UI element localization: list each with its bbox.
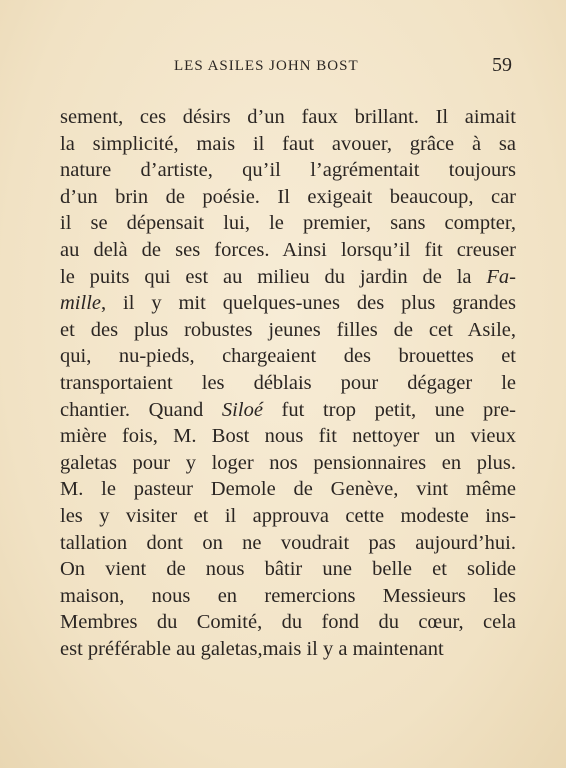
- text-line: [60, 290, 516, 317]
- text-line: [60, 397, 516, 424]
- page-number: 59: [492, 54, 512, 76]
- text-line: maison, nous en remercions Messieurs les: [60, 584, 516, 607]
- text-line: mière fois, M. Bost nous fit nettoyer un vieux: [60, 425, 516, 448]
- text-line: nature d’artiste, qu’il l’agrémentait toujours: [60, 159, 516, 182]
- running-header: [60, 54, 520, 82]
- text-line: transportaient les déblais pour dégager le: [60, 371, 516, 394]
- text-segment: , il y mit quelques-unes des plus grandes: [101, 292, 516, 315]
- italic-word-famille-part1: Fa-: [486, 265, 516, 288]
- text-line: On vient de nous bâtir une belle et solide: [60, 558, 516, 581]
- text-segment: le puits qui est au milieu du jardin de la: [60, 265, 472, 288]
- italic-word-siloe: Siloé: [221, 398, 263, 421]
- text-line: il se dépensait lui, le premier, sans compter,: [60, 212, 516, 235]
- text-line: est préférable au galetas,mais il y a maintenant: [60, 637, 444, 660]
- text-line: tallation dont on ne voudrait pas aujourd’hui.: [60, 531, 516, 554]
- text-line: [60, 264, 516, 291]
- running-title: LES ASILES JOHN BOST: [174, 58, 359, 74]
- text-line: la simplicité, mais il faut avouer, grâce à sa: [60, 132, 516, 155]
- text-line: au delà de ses forces. Ainsi lorsqu’il fit creuser: [60, 238, 516, 261]
- text-line: galetas pour y loger nos pensionnaires en plus.: [60, 451, 516, 474]
- body-text: [60, 104, 516, 662]
- text-line: M. le pasteur Demole de Genève, vint même: [60, 478, 516, 501]
- text-segment: chantier. Quand: [60, 398, 204, 421]
- text-segment: fut trop petit, une pre-: [281, 398, 516, 421]
- text-line: les y visiter et il approuva cette modeste ins-: [60, 504, 516, 527]
- text-line: et des plus robustes jeunes filles de cet Asile,: [60, 318, 516, 341]
- italic-word-famille-part2: mille: [60, 292, 101, 315]
- text-line: sement, ces désirs d’un faux brillant. Il aimait: [60, 106, 516, 128]
- text-line: qui, nu-pieds, chargeaient des brouettes et: [60, 345, 516, 368]
- text-line: Membres du Comité, du fond du cœur, cela: [60, 611, 516, 634]
- text-line: d’un brin de poésie. Il exigeait beaucoup, car: [60, 185, 516, 208]
